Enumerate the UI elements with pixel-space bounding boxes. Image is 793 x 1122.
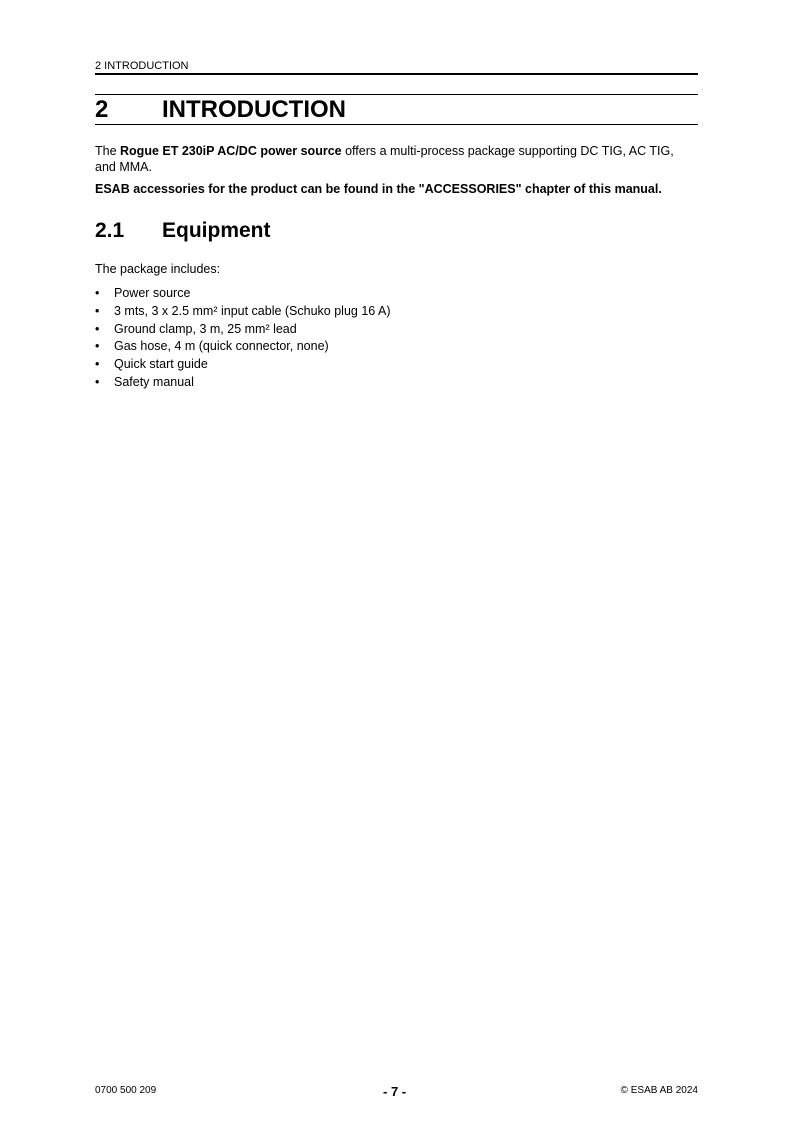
list-item-text: Quick start guide bbox=[114, 357, 208, 372]
product-name: Rogue ET 230iP AC/DC power source bbox=[120, 144, 342, 158]
list-item bbox=[95, 303, 391, 321]
bullet-icon: • bbox=[95, 303, 100, 318]
list-item-text: Gas hose, 4 m (quick connector, none) bbox=[114, 339, 329, 354]
chapter-number: 2 bbox=[95, 96, 109, 123]
list-item-text: Power source bbox=[114, 286, 191, 300]
running-header: 2 INTRODUCTION bbox=[95, 60, 698, 75]
intro-rest: offers a multi-process package supporting DC TIG, AC TIG, and MMA. bbox=[95, 144, 674, 174]
accessories-note: ESAB accessories for the product can be found in the "ACCESSORIES" chapter of this manual. bbox=[95, 182, 662, 196]
footer-doc-number: 0700 500 209 bbox=[95, 1085, 157, 1096]
bullet-icon: • bbox=[95, 339, 100, 354]
section-heading bbox=[95, 219, 395, 245]
bullet-icon: • bbox=[95, 286, 100, 300]
intro-prefix: The bbox=[95, 144, 121, 158]
footer-copyright: © ESAB AB 2024 bbox=[620, 1085, 698, 1096]
list-item-text: Ground clamp, 3 m, 25 mm² lead bbox=[114, 321, 297, 336]
section-title: Equipment bbox=[162, 219, 271, 242]
chapter-title: INTRODUCTION bbox=[162, 96, 346, 123]
package-list bbox=[95, 285, 391, 392]
list-item-text: 3 mts, 3 x 2.5 mm² input cable (Schuko plug 16 A) bbox=[114, 303, 391, 318]
bullet-icon: • bbox=[95, 357, 100, 372]
chapter-heading bbox=[95, 95, 698, 125]
list-item bbox=[95, 321, 391, 339]
section-number: 2.1 bbox=[95, 219, 125, 242]
list-item bbox=[95, 356, 391, 374]
footer-page-number: - 7 - bbox=[383, 1084, 407, 1099]
bullet-icon: • bbox=[95, 321, 100, 336]
list-item bbox=[95, 285, 391, 303]
package-intro: The package includes: bbox=[95, 262, 221, 276]
list-item-text: Safety manual bbox=[114, 374, 194, 389]
bullet-icon: • bbox=[95, 374, 100, 389]
list-item bbox=[95, 374, 391, 392]
intro-paragraph bbox=[95, 143, 695, 175]
list-item bbox=[95, 338, 391, 356]
